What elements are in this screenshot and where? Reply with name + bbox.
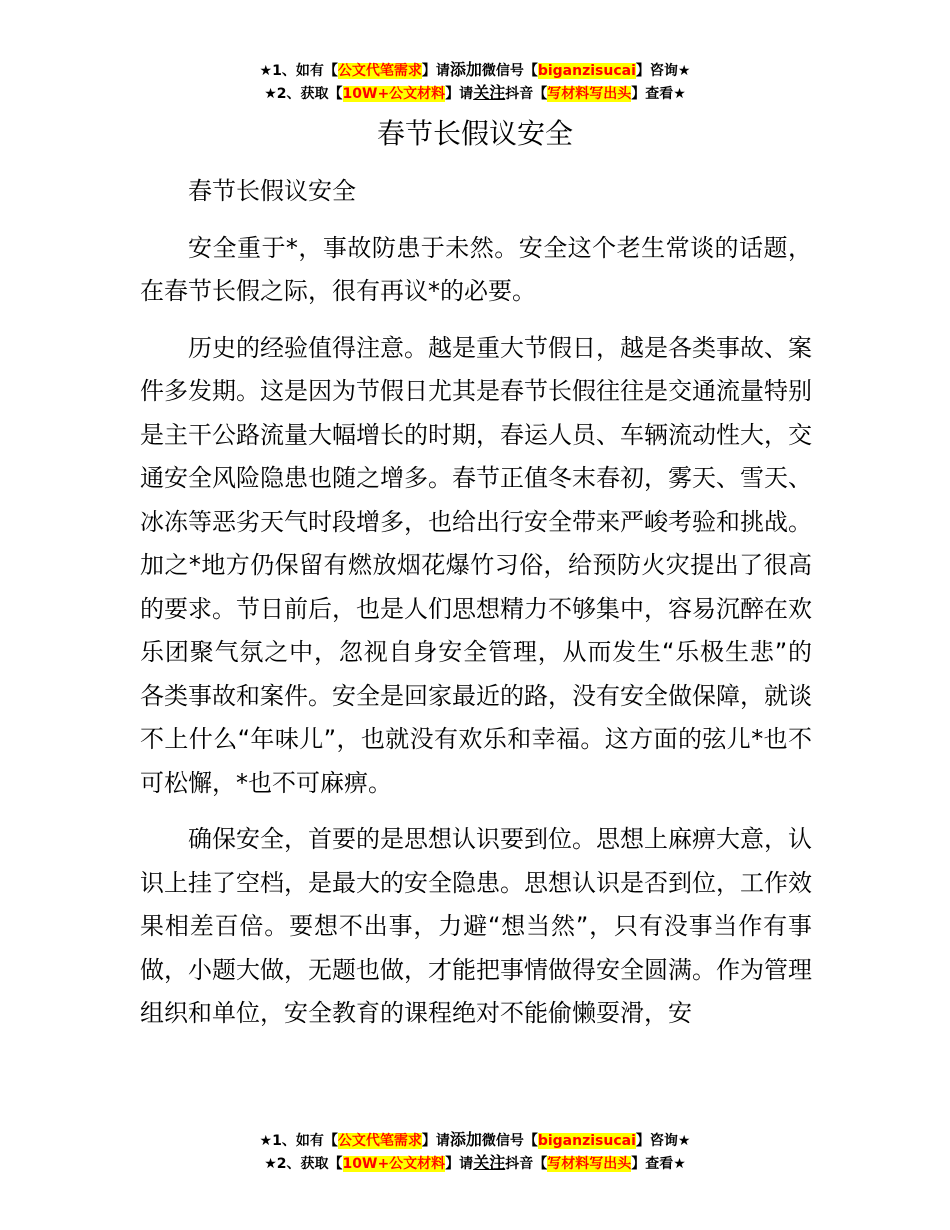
banner-emphasis: 关注 bbox=[473, 1153, 506, 1172]
document-body bbox=[140, 170, 812, 1036]
banner-text: 抖音【 bbox=[505, 1156, 548, 1172]
banner-text: 微信号【 bbox=[481, 1133, 538, 1149]
banner-text: ★2、获取【 bbox=[264, 1156, 343, 1172]
banner-emphasis: 添加 bbox=[449, 1130, 482, 1149]
banner-highlight-materials: 10W+公文材料 bbox=[342, 1156, 446, 1172]
banner-highlight-service: 公文代笔需求 bbox=[337, 63, 422, 79]
banner-highlight-wechat-id: biganzisucai bbox=[537, 1133, 636, 1149]
footer-banner bbox=[0, 1129, 950, 1175]
banner-highlight-service: 公文代笔需求 bbox=[337, 1133, 422, 1149]
document-title: 春节长假议安全 bbox=[376, 117, 573, 150]
banner-highlight-materials: 10W+公文材料 bbox=[342, 86, 446, 102]
paragraph: 安全重于*，事故防患于未然。安全这个老生常谈的话题，在春节长假之际，很有再议*的必要。 bbox=[140, 233, 812, 305]
banner-text: 】咨询★ bbox=[635, 1133, 691, 1149]
banner-highlight-douyin-id: 写材料写出头 bbox=[547, 86, 632, 102]
banner-line-2 bbox=[0, 1152, 950, 1175]
banner-text: ★2、获取【 bbox=[264, 86, 343, 102]
banner-text: 】咨询★ bbox=[635, 63, 691, 79]
banner-text: 】请 bbox=[445, 86, 474, 102]
banner-text: 微信号【 bbox=[481, 63, 538, 79]
banner-text: 】查看★ bbox=[631, 86, 686, 102]
banner-text: 抖音【 bbox=[505, 86, 548, 102]
banner-highlight-douyin-id: 写材料写出头 bbox=[547, 1156, 632, 1172]
banner-text: 】请 bbox=[445, 1156, 474, 1172]
paragraph-subtitle: 春节长假议安全 bbox=[188, 177, 356, 205]
banner-line-1 bbox=[0, 59, 950, 82]
paragraph: 确保安全，首要的是思想认识要到位。思想上麻痹大意，认识上挂了空档，是最大的安全隐患。思想认识是否到位，工作效果相差百倍。要想不出事，力避“想当然”，只有没事当作有事做，小题大做，无题也做，才能把事情做得安全圆满。作为管理组织和单位，安全教育的课程绝对不能偷懒耍滑，安 bbox=[140, 825, 812, 1027]
banner-text: 】请 bbox=[421, 1133, 450, 1149]
banner-line-1 bbox=[0, 1129, 950, 1152]
banner-text: ★1、如有【 bbox=[259, 63, 338, 79]
paragraph: 历史的经验值得注意。越是重大节假日，越是各类事故、案件多发期。这是因为节假日尤其是春节长假往往是交通流量特别是主干公路流量大幅增长的时期，春运人员、车辆流动性大，交通安全风险隐患也随之增多。春节正值冬末春初，雾天、雪天、冰冻等恶劣天气时段增多，也给出行安全带来严峻考验和挑战。加之*地方仍保留有燃放烟花爆竹习俗，给预防火灾提出了很高的要求。节日前后，也是人们思想精力不够集中，容易沉醉在欢乐团聚气氛之中，忽视自身安全管理，从而发生“乐极生悲”的各类事故和案件。安全是回家最近的路，没有安全做保障，就谈不上什么“年味儿”，也就没有欢乐和幸福。这方面的弦儿*也不可松懈，*也不可麻痹。 bbox=[140, 333, 812, 797]
banner-text: 】查看★ bbox=[631, 1156, 686, 1172]
banner-emphasis: 添加 bbox=[449, 60, 482, 79]
banner-line-2 bbox=[0, 82, 950, 105]
banner-highlight-wechat-id: biganzisucai bbox=[537, 63, 636, 79]
header-banner bbox=[0, 59, 950, 105]
banner-emphasis: 关注 bbox=[473, 83, 506, 102]
banner-text: ★1、如有【 bbox=[259, 1133, 338, 1149]
banner-text: 】请 bbox=[421, 63, 450, 79]
